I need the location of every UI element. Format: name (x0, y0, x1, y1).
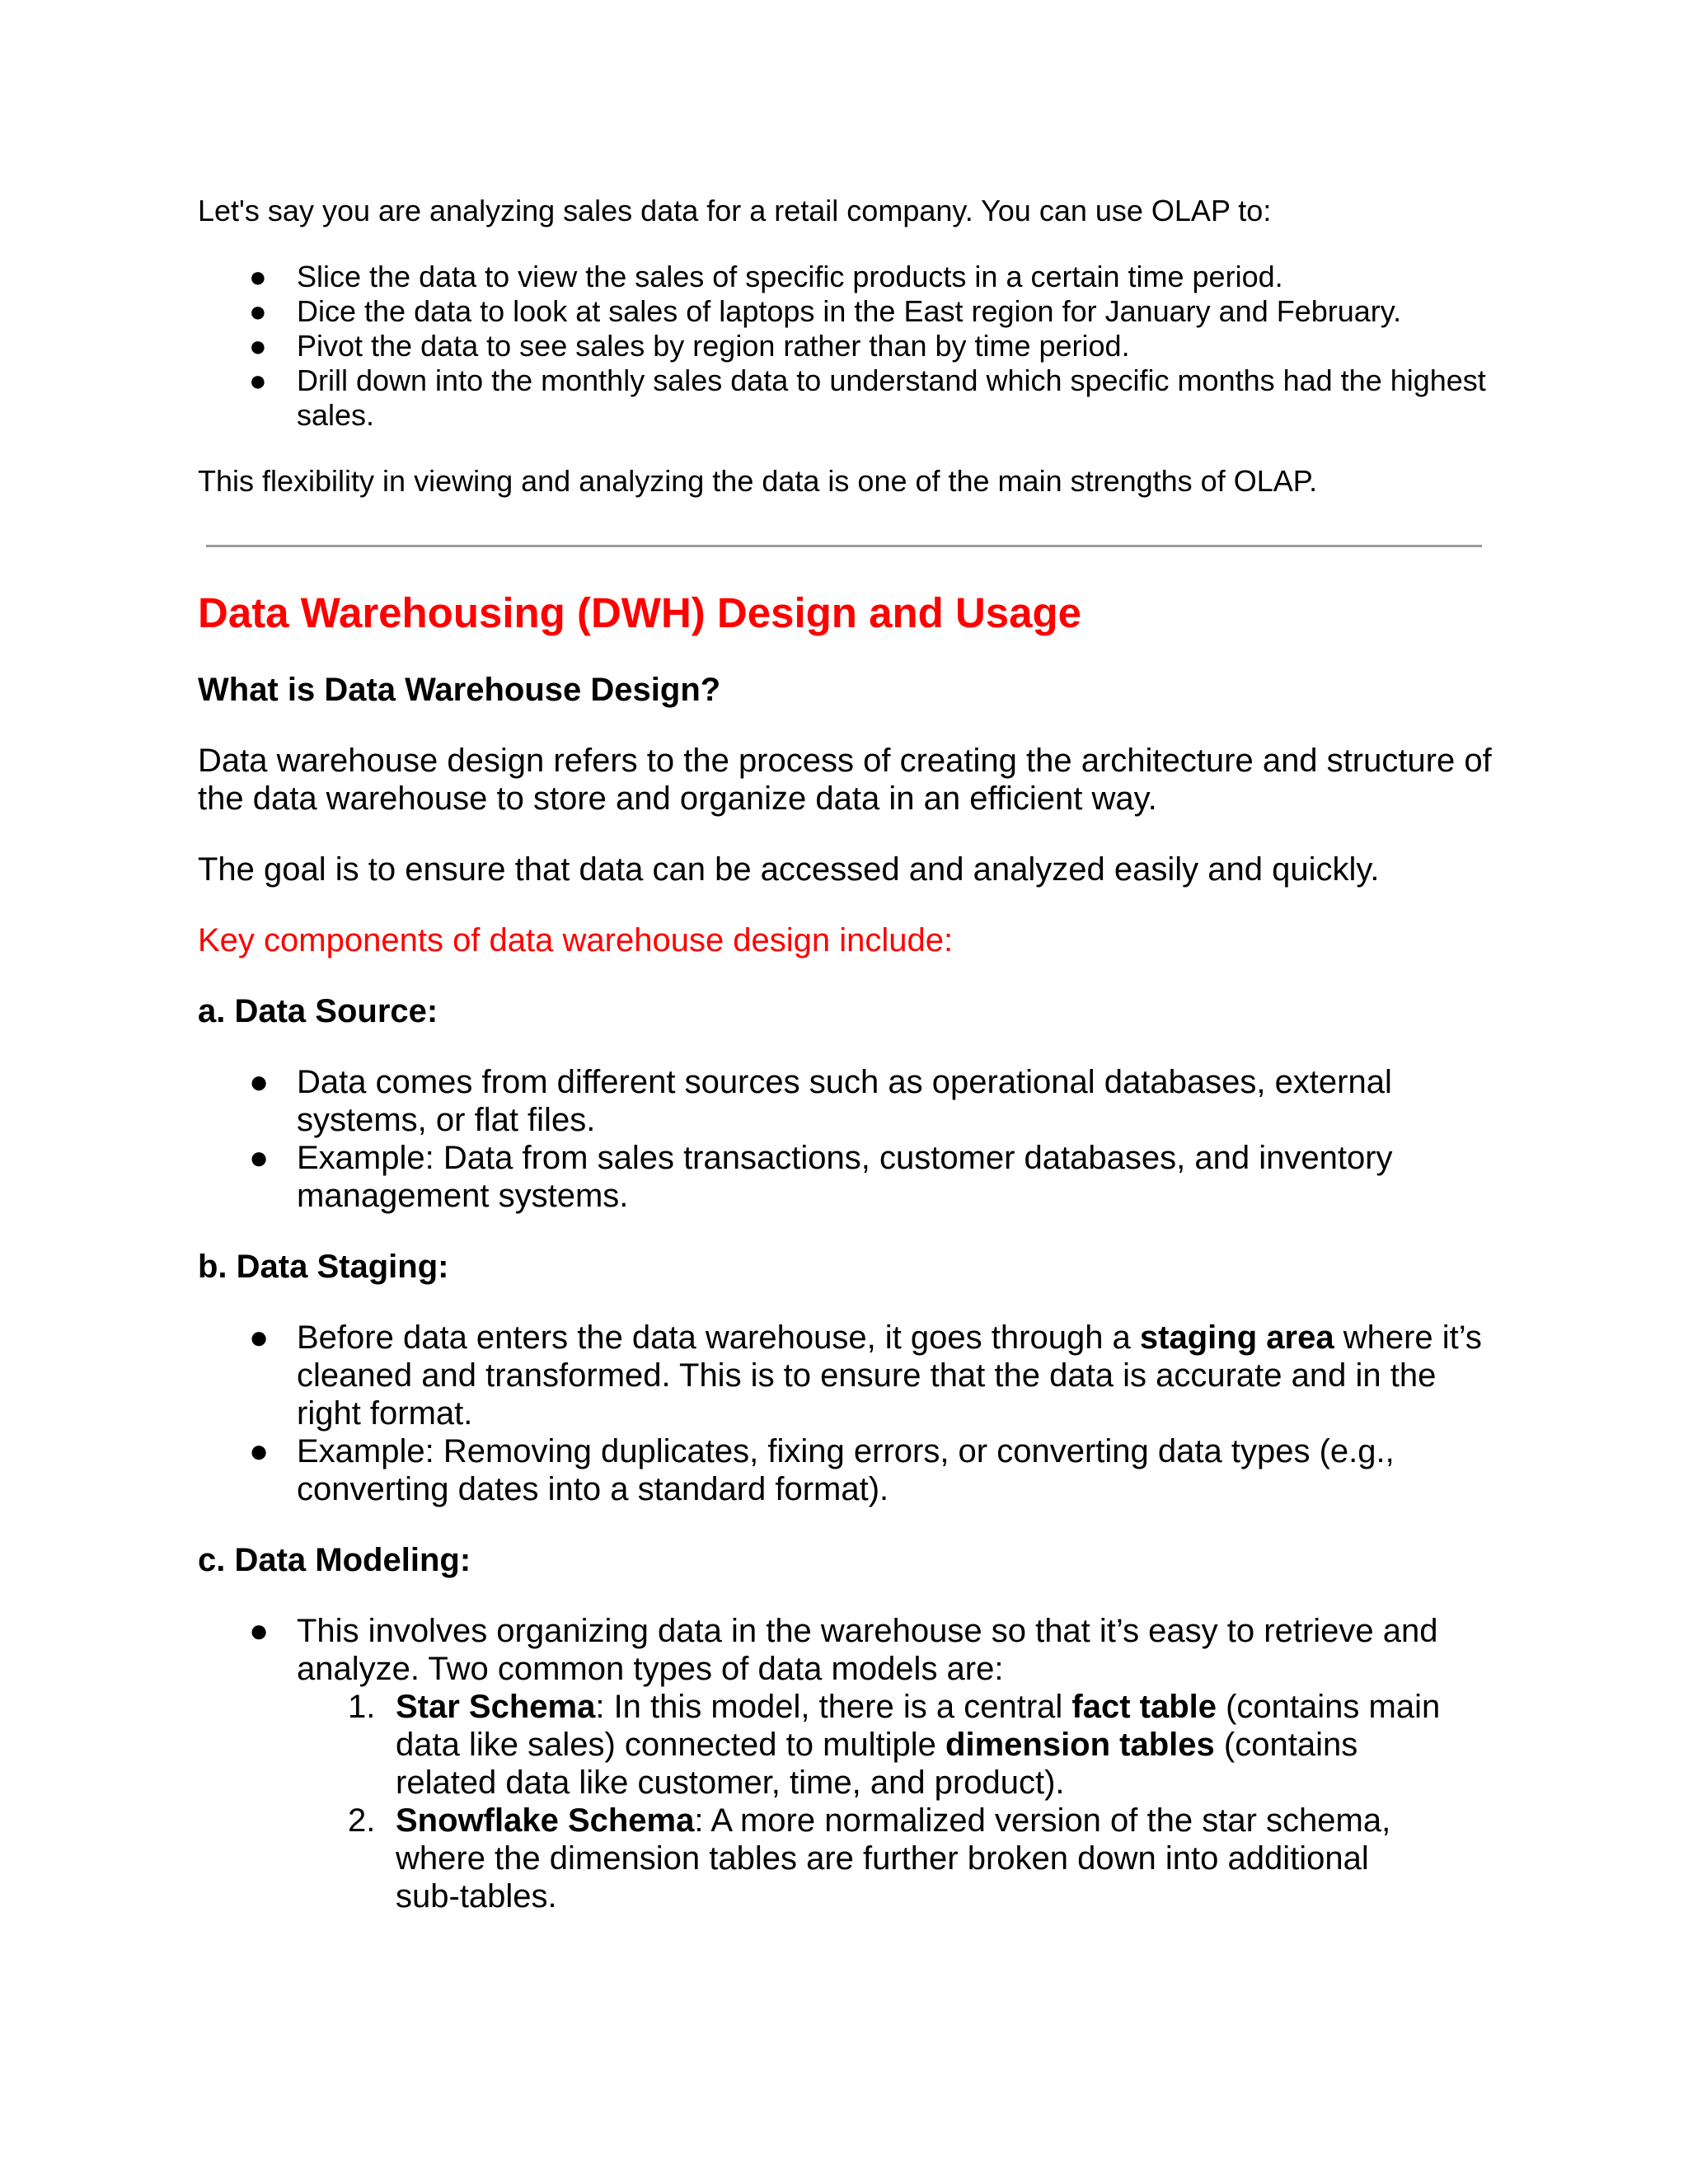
list-item-text: Example: Removing duplicates, fixing errors, or converting data types (e.g., converting dates into a standard format). (297, 1433, 1395, 1507)
data-model-types-list (297, 1688, 1467, 1915)
list-item-text: Slice the data to view the sales of specific products in a certain time period. (297, 260, 1283, 293)
list-item-text: Before data enters the data warehouse, it goes through a staging area where it’s cleaned and transformed. This is to ensure that the data is accurate and in the right format. (297, 1319, 1482, 1432)
bullet-icon: ● (249, 260, 267, 293)
star-schema-term: Star Schema (396, 1689, 596, 1725)
data-source-heading: a. Data Source: (198, 993, 438, 1029)
olap-operations-list (198, 260, 1500, 433)
section-heading: Data Warehousing (DWH) Design and Usage (198, 589, 1082, 636)
list-item (198, 1432, 1500, 1508)
question-heading: What is Data Warehouse Design? (198, 672, 721, 708)
bullet-icon: ● (249, 1433, 270, 1469)
data-source-list (198, 1063, 1500, 1215)
list-item-text: Snowflake Schema: A more normalized version of the star schema, where the dimension tables are further broken down into additional sub-tables. (396, 1802, 1391, 1915)
list-item (198, 1319, 1500, 1432)
list-number: 1. (348, 1689, 376, 1725)
list-item (198, 260, 1500, 294)
list-item-text: Dice the data to look at sales of laptops in the East region for January and February. (297, 294, 1402, 328)
definition-paragraph: Data warehouse design refers to the process of creating the architecture and structure of the data warehouse to store and organize data in an efficient way. (198, 743, 1492, 817)
star-schema-item (297, 1688, 1467, 1802)
list-item-text: Drill down into the monthly sales data to understand which specific months had the highest sales. (297, 363, 1486, 432)
key-components-intro: Key components of data warehouse design include: (198, 922, 954, 958)
bullet-icon: ● (249, 1319, 270, 1356)
list-item-text: Star Schema: In this model, there is a central fact table (contains main data like sales) connected to multiple dimension tables (contains related data like customer, time, and product). (396, 1689, 1441, 1801)
section-divider (206, 545, 1482, 547)
document-page (198, 194, 1500, 1915)
staging-area-term: staging area (1139, 1319, 1334, 1356)
snowflake-schema-term: Snowflake Schema (396, 1802, 695, 1839)
list-item (198, 363, 1500, 433)
list-item (198, 329, 1500, 363)
goal-paragraph: The goal is to ensure that data can be accessed and analyzed easily and quickly. (198, 851, 1380, 888)
list-item (198, 1612, 1500, 1915)
list-item (198, 1139, 1500, 1215)
bullet-icon: ● (249, 363, 267, 397)
list-item-text: Example: Data from sales transactions, customer databases, and inventory management systems. (297, 1140, 1393, 1214)
list-item-text: This involves organizing data in the warehouse so that it’s easy to retrieve and analyze. Two common types of data models are: (297, 1613, 1438, 1687)
olap-conclusion: This flexibility in viewing and analyzing the data is one of the main strengths of OLAP. (198, 464, 1318, 498)
data-staging-list (198, 1319, 1500, 1508)
list-item (198, 294, 1500, 329)
list-item-text: Pivot the data to see sales by region rather than by time period. (297, 329, 1130, 363)
data-modeling-list (198, 1612, 1500, 1915)
snowflake-schema-item (297, 1802, 1467, 1915)
bullet-icon: ● (249, 1140, 270, 1176)
bullet-icon: ● (249, 294, 267, 328)
bullet-icon: ● (249, 1064, 270, 1100)
fact-table-term: fact table (1071, 1689, 1217, 1725)
dimension-tables-term: dimension tables (945, 1727, 1215, 1763)
list-item (198, 1063, 1500, 1139)
data-staging-heading: b. Data Staging: (198, 1249, 449, 1285)
list-number: 2. (348, 1802, 376, 1839)
olap-intro: Let's say you are analyzing sales data for a retail company. You can use OLAP to: (198, 194, 1272, 227)
list-item-text: Data comes from different sources such as operational databases, external systems, or flat files. (297, 1064, 1392, 1138)
data-modeling-heading: c. Data Modeling: (198, 1542, 471, 1578)
bullet-icon: ● (249, 329, 267, 363)
bullet-icon: ● (249, 1613, 270, 1649)
